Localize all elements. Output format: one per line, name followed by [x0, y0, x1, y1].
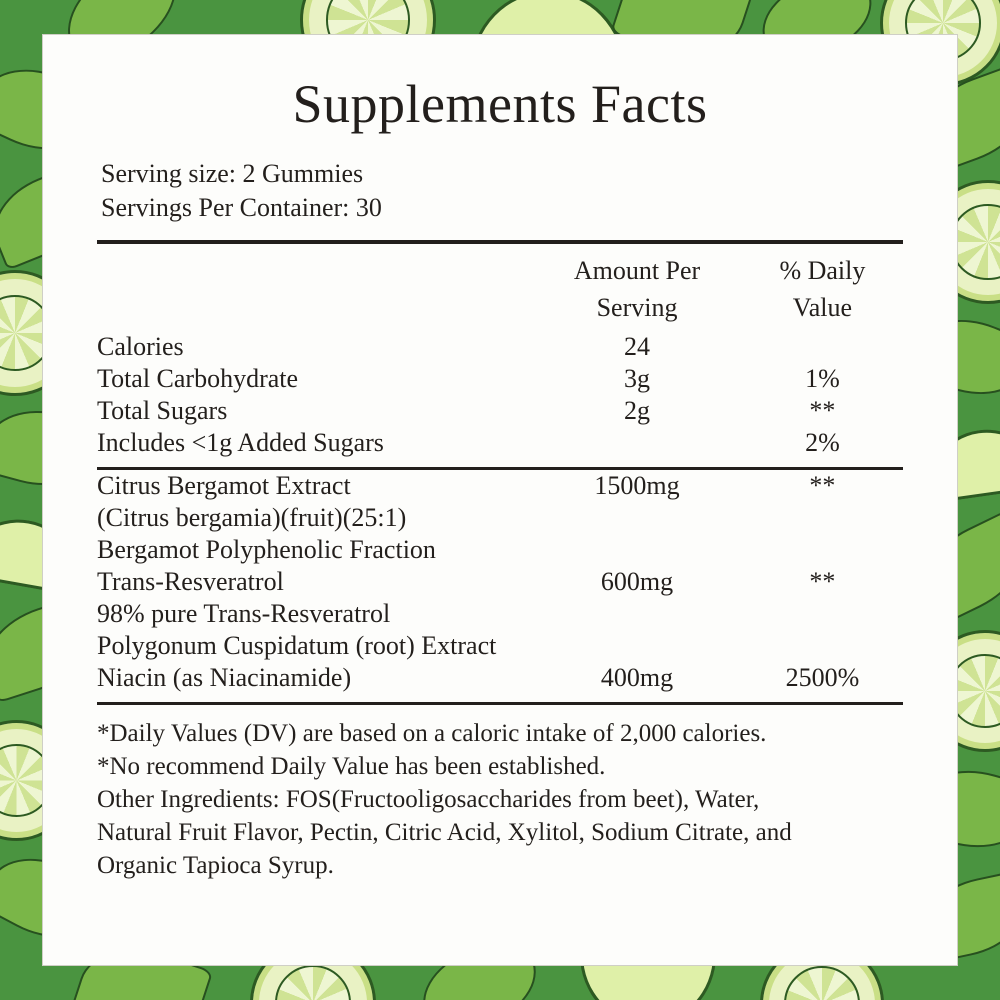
footnotes: [97, 705, 903, 882]
supplement-facts-panel: [42, 34, 958, 966]
servings-per-container-line: Servings Per Container: 30: [101, 193, 382, 223]
table-row: Calories 24: [97, 332, 651, 361]
footnote-line: *No recommend Daily Value has been established.: [97, 753, 606, 780]
other-ingredients-line: Organic Tapioca Syrup.: [97, 852, 334, 879]
table-header-row: [97, 244, 903, 331]
supplement-table: [97, 470, 903, 694]
table-row: Includes <1g Added Sugars 2%: [97, 428, 840, 457]
table-row: 98% pure Trans-Resveratrol: [97, 599, 391, 628]
nutrition-table: [97, 244, 903, 459]
column-header-nutrient: [97, 244, 532, 331]
table-row: Bergamot Polyphenolic Fraction: [97, 535, 436, 564]
table-row: Citrus Bergamot Extract 1500mg **: [97, 471, 836, 500]
page-title: Supplements Facts: [292, 74, 708, 134]
table-row: Polygonum Cuspidatum (root) Extract: [97, 631, 497, 660]
column-header-amount: Amount Per Serving: [573, 255, 701, 323]
table-row: Total Carbohydrate 3g 1%: [97, 364, 840, 393]
table-row: Total Sugars 2g **: [97, 396, 836, 425]
other-ingredients-line: Natural Fruit Flavor, Pectin, Citric Acid, Xylitol, Sodium Citrate, and: [97, 819, 792, 846]
table-row: Trans-Resveratrol 600mg **: [97, 567, 836, 596]
table-row: (Citrus bergamia)(fruit)(25:1): [97, 503, 407, 532]
table-row: Niacin (as Niacinamide) 400mg 2500%: [97, 663, 860, 692]
footnote-line: *Daily Values (DV) are based on a caloric intake of 2,000 calories.: [97, 720, 767, 747]
column-header-daily-value: % Daily Value: [779, 255, 866, 323]
other-ingredients-line: Other Ingredients: FOS(Fructooligosaccharides from beet), Water,: [97, 786, 760, 813]
serving-size-line: Serving size: 2 Gummies: [101, 159, 364, 188]
